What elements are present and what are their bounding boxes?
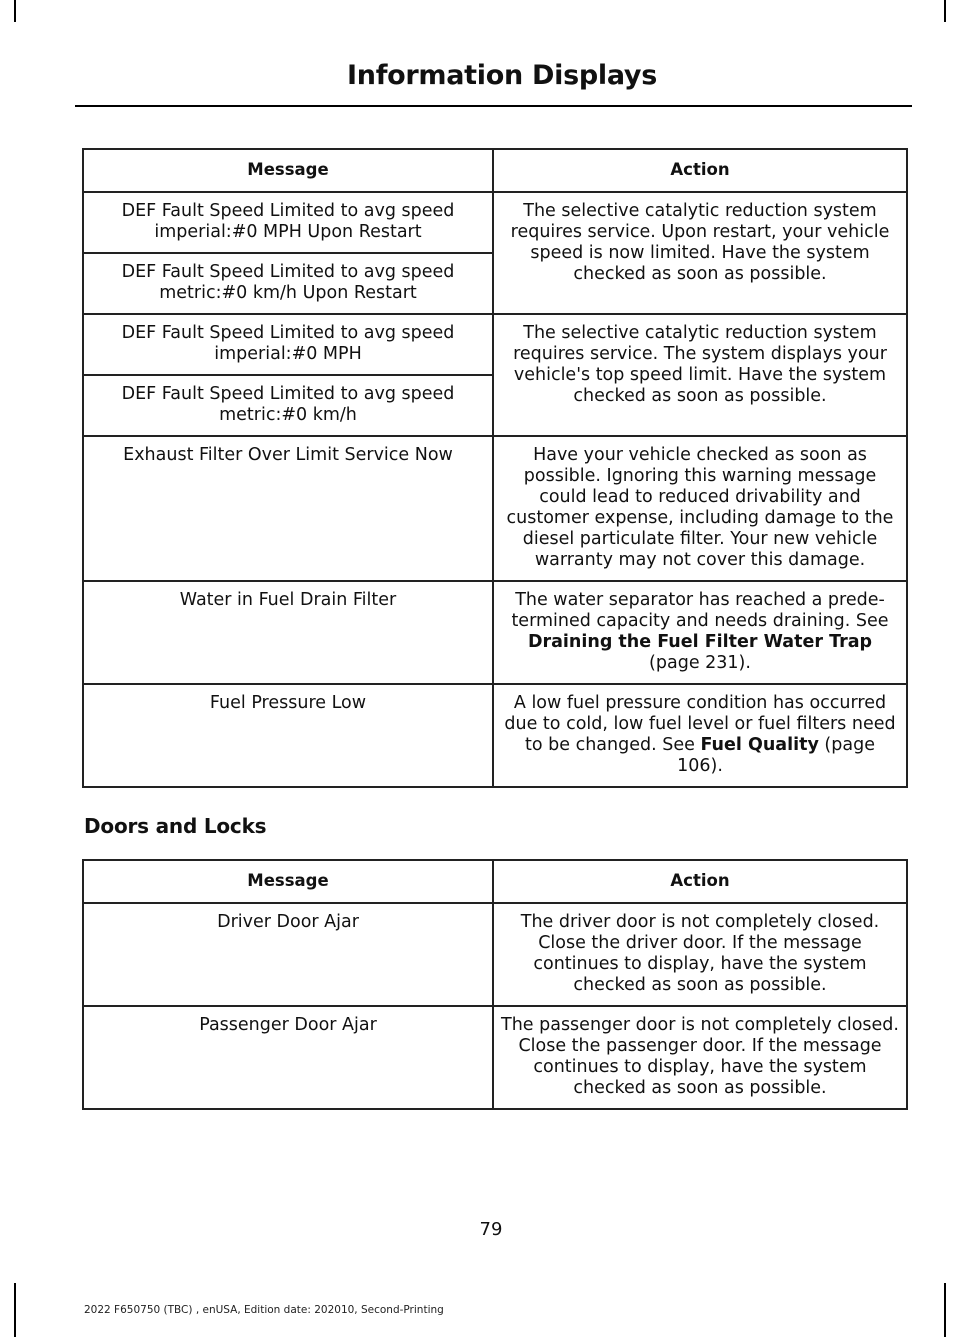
message-cell: DEF Fault Speed Limited to avg speed metric:#0 km/h <box>83 375 493 436</box>
page-title: Information Displays <box>347 60 657 91</box>
message-cell: Water in Fuel Drain Filter <box>83 581 493 684</box>
table-row <box>83 684 907 787</box>
column-header-action: Action <box>493 860 907 903</box>
action-text: The water separator has reached a prede-termined capacity and needs draining. See <box>511 590 889 631</box>
message-cell: Driver Door Ajar <box>83 903 493 1006</box>
crop-mark-top-right <box>944 0 946 22</box>
table-row <box>83 903 907 1006</box>
display-messages-table <box>82 148 908 788</box>
column-header-action: Action <box>493 149 907 192</box>
table-header-row <box>83 860 907 903</box>
doors-locks-table <box>82 859 908 1110</box>
crop-mark-bottom-right <box>944 1283 946 1337</box>
action-cell: The driver door is not completely closed. Close the driver door. If the message continues to display, have the system checked as soon as possible. <box>493 903 907 1006</box>
message-cell: Fuel Pressure Low <box>83 684 493 787</box>
table-row <box>83 1006 907 1109</box>
section-heading: Doors and Locks <box>84 814 267 838</box>
page-reference: (page 106). <box>677 735 875 776</box>
page-number: 79 <box>479 1219 503 1240</box>
crop-mark-top-left <box>14 0 16 22</box>
column-header-message: Message <box>83 149 493 192</box>
action-cell: The selective catalytic reduction system requires service. Upon restart, your vehicle speed is now limited. Have the system checked as soon as possible. <box>493 192 907 314</box>
message-cell: DEF Fault Speed Limited to avg speed metric:#0 km/h Upon Restart <box>83 253 493 314</box>
message-cell: DEF Fault Speed Limited to avg speed imperial:#0 MPH <box>83 314 493 375</box>
message-cell: Exhaust Filter Over Limit Service Now <box>83 436 493 581</box>
message-cell: Passenger Door Ajar <box>83 1006 493 1109</box>
table-row <box>83 192 907 253</box>
edition-footer: 2022 F650750 (TBC) , enUSA, Edition date: 202010, Second-Printing <box>84 1304 444 1316</box>
action-cell: The selective catalytic reduction system requires service. The system displays your vehicle's top speed limit. Have the system checked as soon as possible. <box>493 314 907 436</box>
cross-reference-link[interactable]: Draining the Fuel Filter Water Trap <box>527 632 873 652</box>
action-cell: The passenger door is not completely closed. Close the passenger door. If the message continues to display, have the system checked as soon as possible. <box>493 1006 907 1109</box>
table-row <box>83 581 907 684</box>
action-cell <box>493 581 907 684</box>
header-divider <box>75 105 912 107</box>
crop-mark-bottom-left <box>14 1283 16 1337</box>
column-header-message: Message <box>83 860 493 903</box>
table-row <box>83 436 907 581</box>
cross-reference-link[interactable]: Fuel Quality <box>700 735 819 755</box>
action-text: A low fuel pressure condition has occurred due to cold, low fuel level or fuel filters need to be changed. See <box>504 693 896 755</box>
action-cell <box>493 684 907 787</box>
table-row <box>83 314 907 375</box>
message-cell: DEF Fault Speed Limited to avg speed imperial:#0 MPH Upon Restart <box>83 192 493 253</box>
action-cell: Have your vehicle checked as soon as possible. Ignoring this warning message could lead to reduced drivability and customer expense, including damage to the diesel particulate filter. Your new vehicle warranty may not cover this damage. <box>493 436 907 581</box>
page-reference: (page 231). <box>649 653 751 673</box>
table-header-row <box>83 149 907 192</box>
